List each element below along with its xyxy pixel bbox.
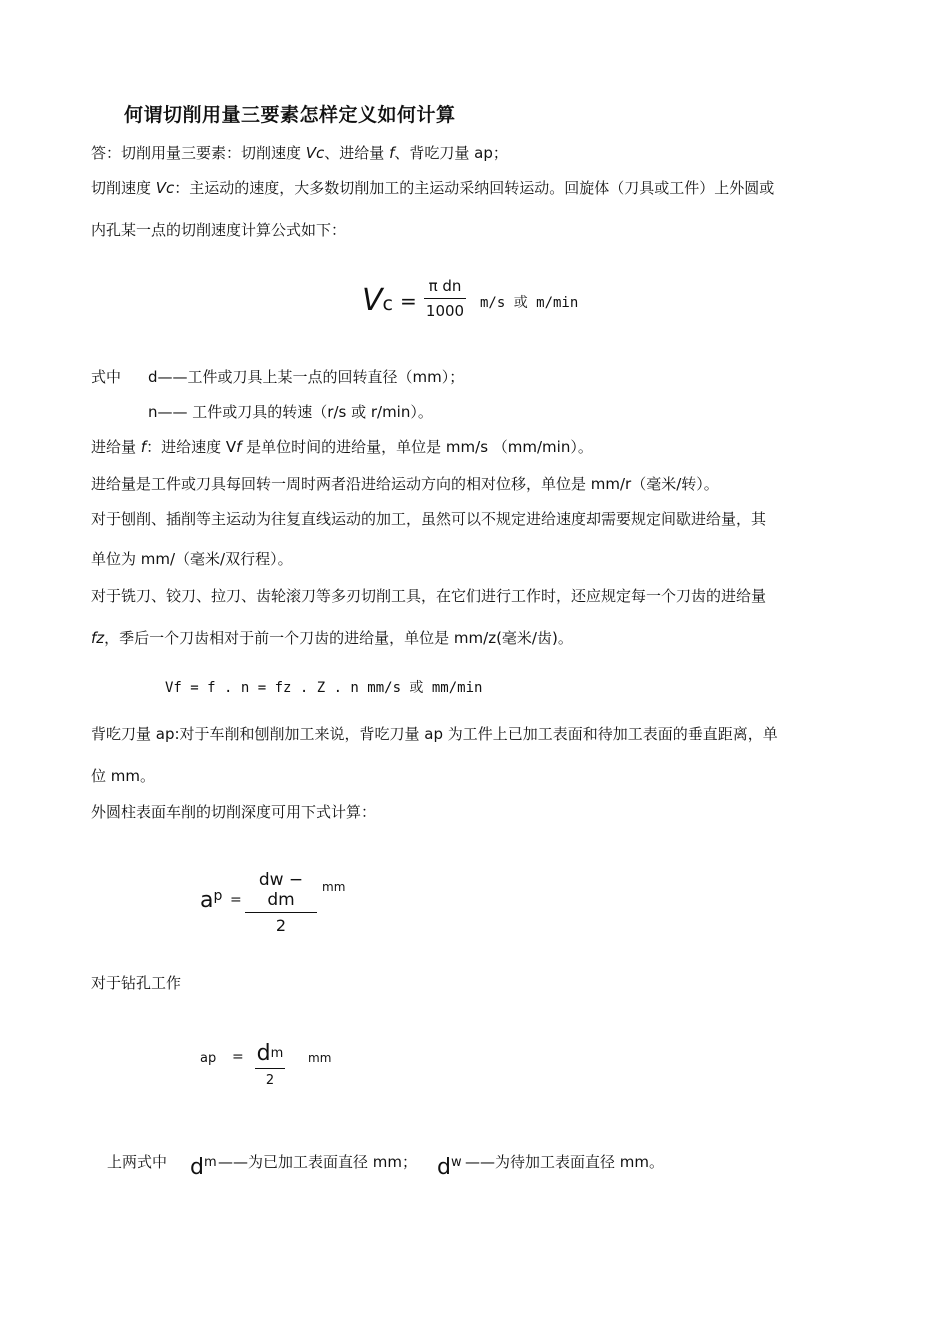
formula-ap2-numerator xyxy=(255,1042,285,1068)
formula-ap1-lhs xyxy=(200,888,222,913)
formula-ap1-numerator: dw − dm xyxy=(258,870,304,910)
footnote-dm-text: ——为已加工表面直径 mm； xyxy=(218,1153,417,1171)
feed-label: 进给量 xyxy=(91,438,141,456)
f-symbol: f xyxy=(389,144,395,162)
formula-ap2-lhs: ap xyxy=(200,1051,217,1066)
drilling-label: 对于钻孔工作 xyxy=(91,974,182,992)
formula-vc-eq: = xyxy=(400,289,417,313)
formula-ap2-fraction xyxy=(255,1042,285,1088)
footnote-dw xyxy=(437,1155,462,1180)
footnote-dm-sub: m xyxy=(203,1155,217,1170)
formula-vc-lhs xyxy=(362,283,393,318)
feed-text-c: 是单位时间的进给量，单位是 mm/s （mm/min）。 xyxy=(241,438,593,456)
formula-vc-unit: m/s 或 m/min xyxy=(480,295,579,311)
formula-vc-denominator: 1000 xyxy=(425,302,465,320)
feed-text-b: ：进给速度 V xyxy=(146,438,237,456)
footnote-dw-sub: w xyxy=(450,1155,462,1170)
feed-line5: 对于铣刀、铰刀、拉刀、齿轮滚刀等多刃切削工具，在它们进行工作时，还应规定每一个刀齿的进给量 xyxy=(91,587,767,605)
formula-ap2-sub: m xyxy=(270,1046,284,1061)
formula-ap2-d: d xyxy=(256,1041,271,1066)
vc-symbol: Vc xyxy=(155,179,175,197)
answer-mid2: 、背吃刀量 ap； xyxy=(394,144,508,162)
where-label: 式中 xyxy=(91,368,122,386)
speed-label: 切削速度 xyxy=(91,179,156,197)
formula-vc-numerator: π dn xyxy=(428,277,462,295)
f-symbol: f xyxy=(140,438,147,456)
speed-def-line1 xyxy=(91,178,774,198)
feed-line2: 进给量是工件或刀具每回转一周时两者沿进给运动方向的相对位移，单位是 mm/r（毫米/转）。 xyxy=(91,475,719,493)
depth-line3: 外圆柱表面车削的切削深度可用下式计算： xyxy=(91,803,377,821)
feed-line3: 对于刨削、插削等主运动为往复直线运动的加工，虽然可以不规定进给速度却需要规定间歇进给量，其 xyxy=(91,510,767,528)
feed-line4: 单位为 mm/（毫米/双行程）。 xyxy=(91,550,293,568)
formula-vc-v: V xyxy=(362,283,383,318)
formula-vc-fraction xyxy=(424,277,466,320)
answer-line xyxy=(91,143,508,163)
vc-symbol: Vc xyxy=(305,144,325,162)
formula-ap2-unit: mm xyxy=(308,1051,332,1065)
formula-ap1-sub: p xyxy=(213,888,223,904)
page-title: 何谓切削用量三要素怎样定义如何计算 xyxy=(124,104,456,126)
where-d-line: d——工件或刀具上某一点的回转直径（mm）； xyxy=(148,368,465,386)
speed-def-line2: 内孔某一点的切削速度计算公式如下： xyxy=(91,221,347,239)
footnote-dm xyxy=(190,1155,217,1180)
answer-prefix: 答：切削用量三要素：切削速度 xyxy=(91,144,306,162)
feed-line6-text: ，季后一个刀齿相对于前一个刀齿的进给量，单位是 mm/z(毫米/齿)。 xyxy=(104,629,573,647)
answer-mid1: 、进给量 xyxy=(324,144,390,162)
footnote-dw-text: ——为待加工表面直径 mm。 xyxy=(465,1153,664,1171)
formula-ap2-denominator: 2 xyxy=(265,1073,275,1088)
formula-ap2-eq: = xyxy=(232,1049,244,1065)
f-symbol: f xyxy=(236,438,242,456)
depth-line2: 位 mm。 xyxy=(91,767,155,785)
where-n-line: n—— 工件或刀具的转速（r/s 或 r/min）。 xyxy=(148,403,433,421)
depth-line1: 背吃刀量 ap:对于车削和刨削加工来说，背吃刀量 ap 为工件上已加工表面和待加工表面的垂直距离，单 xyxy=(91,725,778,743)
footnote-dm-d: d xyxy=(190,1155,204,1180)
formula-ap1-a: a xyxy=(200,888,214,913)
formula-ap1-denominator: 2 xyxy=(275,916,287,935)
feed-line6 xyxy=(91,628,573,648)
feed-line1 xyxy=(91,437,593,457)
formula-ap1-fraction xyxy=(245,870,317,935)
formula-vf: Vf = f . n = fz . Z . n mm/s 或 mm/min xyxy=(165,680,483,696)
formula-vc-sub: c xyxy=(382,293,393,315)
formula-ap1-unit: mm xyxy=(322,880,346,894)
speed-def-text: ：主运动的速度，大多数切削加工的主运动采纳回转运动。回旋体（刀具或工件）上外圆或 xyxy=(174,179,775,197)
formula-ap1-eq: = xyxy=(230,892,242,908)
fz-symbol: fz xyxy=(91,629,105,647)
footnote-dw-d: d xyxy=(437,1155,451,1180)
footnote-prefix: 上两式中 xyxy=(107,1153,168,1171)
